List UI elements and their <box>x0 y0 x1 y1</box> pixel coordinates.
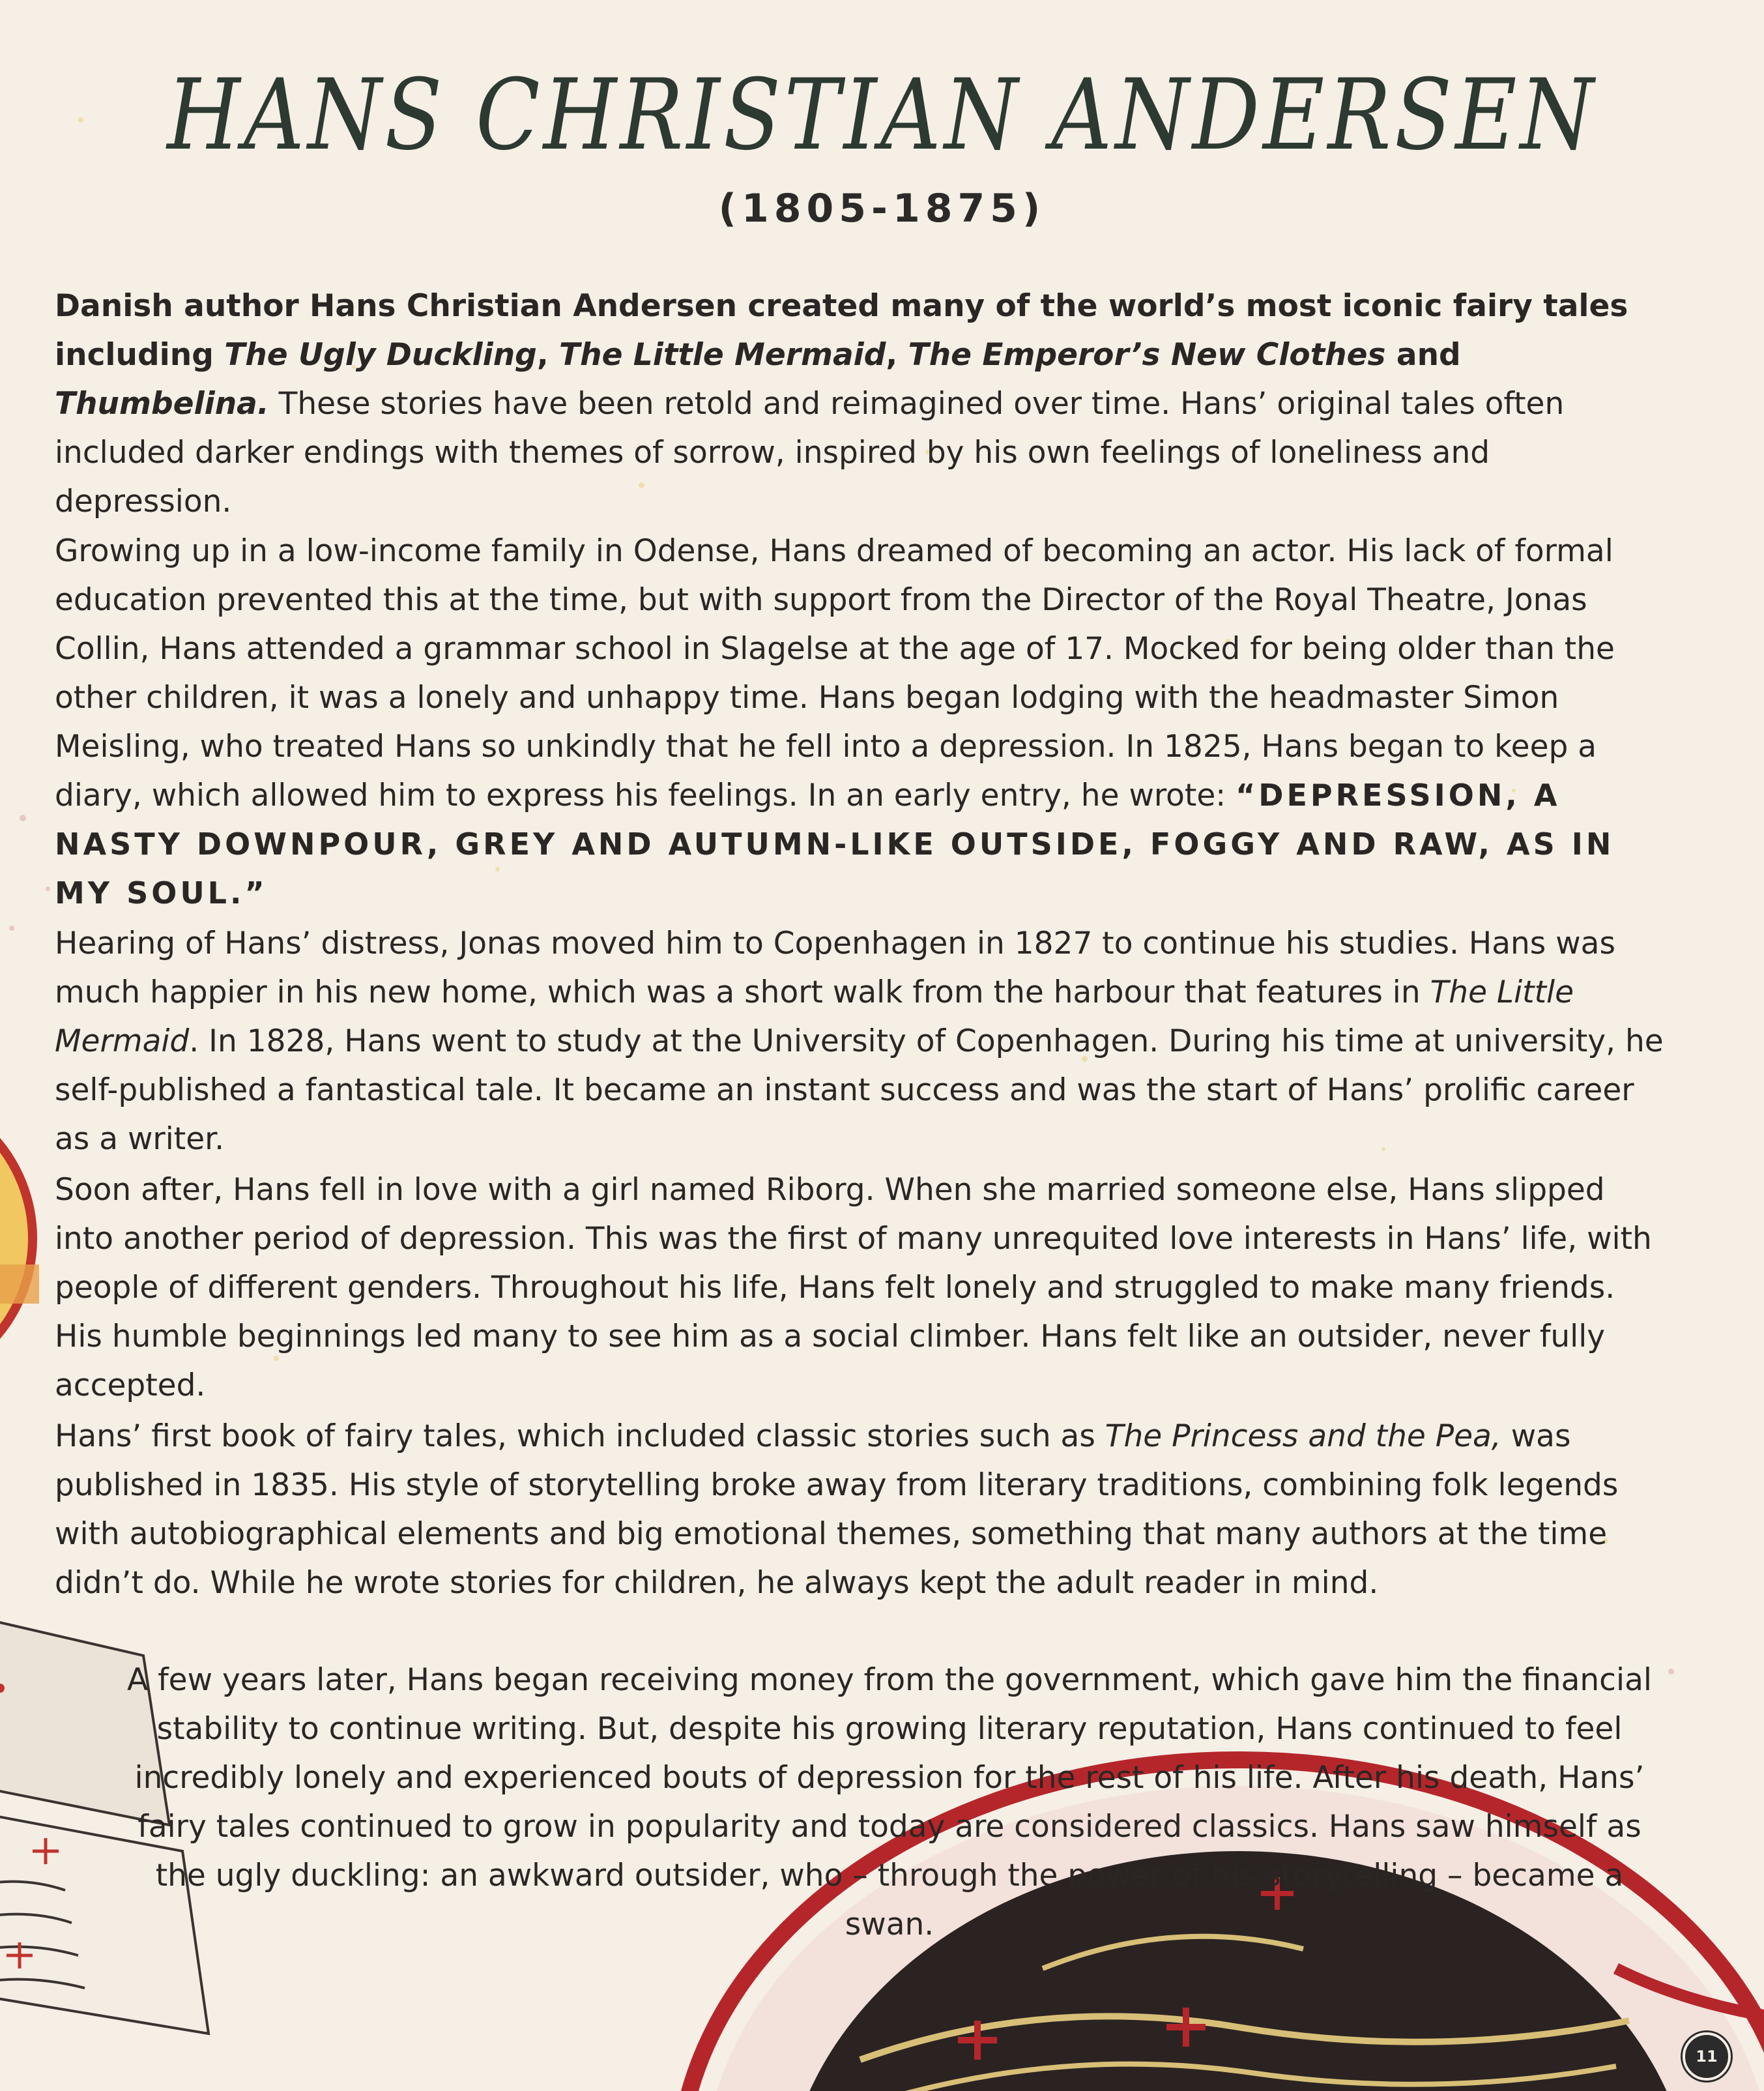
fairy-text-b: was published in 1835. His style of storytelling broke away from literary traditions, combining folk legends with autobiographical elements and big emotional themes, something that many authors at the time didn’t do. While he wrote stories for children, he always kept the adult reader in mind. <box>55 1418 1619 1601</box>
childhood-text: Growing up in a low-income family in Odense, Hans dreamed of becoming an actor. His lack of formal education prevented this at the time, but with support from the Director of the Royal Theatre, Jonas Collin, Hans attended a grammar school in Slagelse at the age of 17. Mocked for being older than the other children, it was a lonely and unhappy time. Hans began lodging with the headmaster Simon Meisling, who treated Hans so unkindly that he fell into a depression. In 1825, Hans began to keep a diary, which allowed him to express his feelings. In an early entry, he wrote: <box>55 533 1615 813</box>
orb-illustration <box>0 1069 39 1408</box>
diary-quote: “DEPRESSION, A NASTY DOWNPOUR, GREY AND AUTUMN-LIKE OUTSIDE, FOGGY AND RAW, AS IN MY SOUL.” <box>55 778 1615 911</box>
title-thumbelina: Thumbelina. <box>55 386 269 422</box>
copenhagen-paragraph <box>55 919 1664 1163</box>
page-title: HANS CHRISTIAN ANDERSEN <box>167 59 1597 172</box>
fairy-text-a: Hans’ first book of fairy tales, which included classic stories such as <box>55 1418 1105 1454</box>
title-little-mermaid: The Little Mermaid <box>55 974 1574 1059</box>
life-dates: (1805-1875) <box>718 186 1046 231</box>
title-ugly-duckling: The Ugly Duckling <box>224 337 537 373</box>
intro-rest: These stories have been retold and reimagined over time. Hans’ original tales often included darker endings with themes of sorrow, inspired by his own feelings of loneliness and depression. <box>55 386 1565 519</box>
title-emperors-new-clothes: The Emperor’s New Clothes <box>908 337 1386 373</box>
sep: , <box>536 337 560 373</box>
intro-paragraph <box>55 282 1664 526</box>
copenhagen-text-a: Hearing of Hans’ distress, Jonas moved him to Copenhagen in 1827 to continue his studies. Hans was much happier in his new home, which was a short walk from the harbour that features in <box>55 926 1615 1010</box>
sep: and <box>1385 337 1461 373</box>
title-little-mermaid: The Little Mermaid <box>559 337 886 373</box>
love-paragraph: Soon after, Hans fell in love with a girl named Riborg. When she married someone else, Hans slipped into another period of depression. This was the first of many unrequited love interests in Hans’ life, with people of different genders. Throughout his life, Hans felt lonely and struggled to make many friends. His humble beginnings led many to see him as a social climber. Hans felt like an outsider, never fully accepted. <box>55 1172 1652 1403</box>
intro-lead: Danish author Hans Christian Andersen created many of the world’s most iconic fairy tales including <box>55 288 1628 373</box>
fairy-tales-paragraph <box>55 1412 1664 1607</box>
later-life-paragraph: A few years later, Hans began receiving money from the government, which gave him the financial stability to continue writing. But, despite his growing literary reputation, Hans continued to feel incredibly lonely and experienced bouts of depression for the rest of his life. After his death, Hans’ fairy tales continued to grow in popularity and today are considered classics. Hans saw himself as the ugly duckling: an awkward outsider, who – through the power of his storytelling – became a swan. <box>127 1662 1652 1942</box>
copenhagen-text-b: . In 1828, Hans went to study at the University of Copenhagen. During his time at university, he self-published a fantastical tale. It became an instant success and was the start of Hans’ prolific career as a writer. <box>55 1023 1664 1157</box>
title-princess-and-the-pea: The Princess and the Pea, <box>1105 1418 1501 1454</box>
sep: , <box>886 337 908 373</box>
page-number: 11 <box>1683 2032 1731 2081</box>
childhood-paragraph <box>55 527 1664 918</box>
